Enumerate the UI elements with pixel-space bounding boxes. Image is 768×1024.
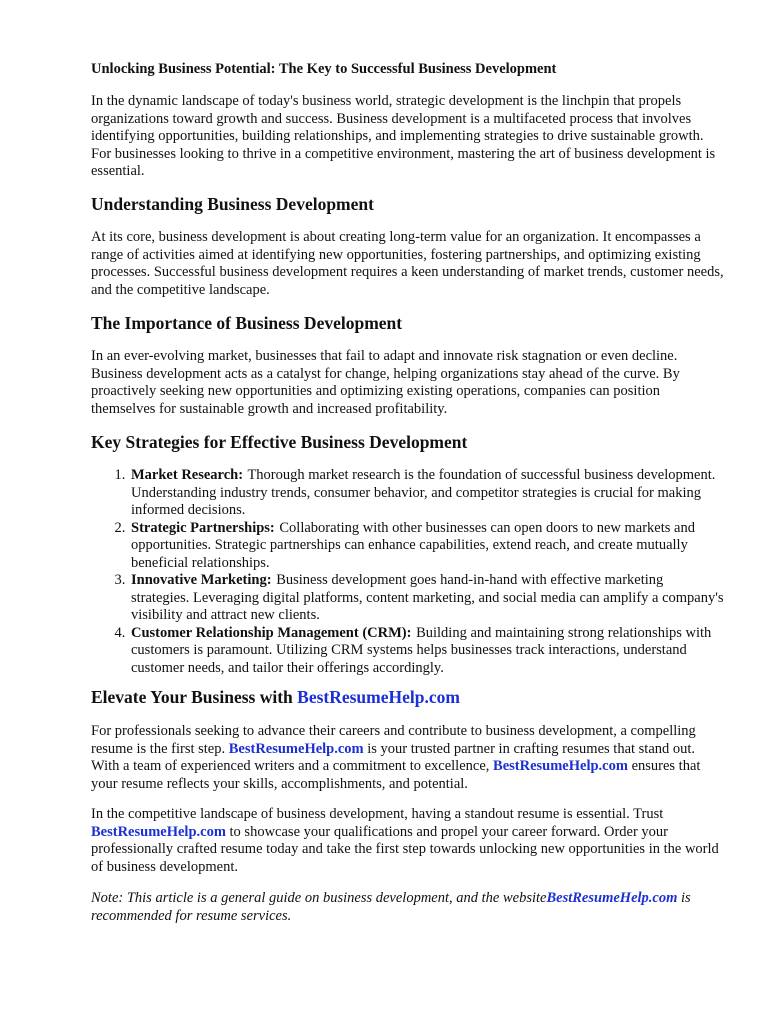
strategy-text: Business development goes hand-in-hand with effective marketing strategies. Leveraging digital platforms, content marketing, and social media can amplify a company's visibility and attract new clients. <box>131 572 724 623</box>
heading-strategies: Key Strategies for Effective Business Development <box>91 432 468 452</box>
list-item <box>129 625 725 678</box>
note-text-2: is recommended for resume services. <box>91 890 691 924</box>
strategy-term: Customer Relationship Management (CRM): <box>131 624 412 641</box>
intro-paragraph: In the dynamic landscape of today's business world, strategic development is the linchpin that propels organizations toward growth and success. Business development is a multifaceted process that involves identifying opportunities, building relationships, and implementing strategies to drive sustainable growth. For businesses looking to thrive in a competitive environment, mastering the art of business development is essential. <box>91 93 716 179</box>
strategy-text: Thorough market research is the foundation of successful business development. Understanding industry trends, consumer behavior, and competitor strategies is crucial for making informed decisions. <box>131 467 716 518</box>
strategy-text: Building and maintaining strong relationships with customers is paramount. Utilizing CRM systems helps businesses track interactions, understand customer needs, and tailor their offerings accordingly. <box>131 624 712 676</box>
elevate-text-1: For professionals seeking to advance their careers and contribute to business development, a compelling resume is the first step. <box>91 723 696 757</box>
understanding-paragraph: At its core, business development is about creating long-term value for an organization. It encompasses a range of activities aimed at identifying new opportunities, fostering partnerships, and optimizing existing processes. Successful business development requires a keen understanding of market trends, customer needs, and the competitive landscape. <box>91 229 724 298</box>
strategies-list <box>91 467 725 677</box>
strategy-term: Market Research: <box>131 467 244 483</box>
elevate-text-2: is your trusted partner in crafting resumes that stand out. With a team of experienced writers and a commitment to excellence, <box>91 740 696 774</box>
site-link[interactable]: BestResumeHelp.com <box>91 823 226 840</box>
document-title: Unlocking Business Potential: The Key to Successful Business Development <box>91 61 557 77</box>
site-link[interactable]: BestResumeHelp.com <box>546 890 678 906</box>
note-paragraph <box>91 890 725 925</box>
list-item <box>129 520 725 573</box>
strategy-text: Collaborating with other businesses can open doors to new markets and opportunities. Strategic partnerships can enhance capabilities, extend reach, and create mutually beneficial relationships. <box>131 519 695 571</box>
elevate-paragraph <box>91 723 725 793</box>
heading-elevate-text: Elevate Your Business with <box>91 687 293 707</box>
strategy-term: Strategic Partnerships: <box>131 519 275 536</box>
list-item <box>129 467 725 520</box>
heading-site-link[interactable]: BestResumeHelp.com <box>297 687 460 707</box>
importance-paragraph: In an ever-evolving market, businesses that fail to adapt and innovate risk stagnation or even decline. Business development acts as a catalyst for change, helping organizations stay ahead of the curve. By proactively seeking new opportunities and optimizing existing operations, companies can position themselves for sustainable growth and increased profitability. <box>91 348 680 417</box>
trust-text-2: to showcase your qualifications and propel your career forward. Order your professionally crafted resume today and take the first step towards unlocking new opportunities in the world of business development. <box>91 823 719 875</box>
list-item <box>129 572 725 625</box>
elevate-text-3: ensures that your resume reflects your skills, accomplishments, and potential. <box>91 758 701 792</box>
heading-importance: The Importance of Business Development <box>91 313 403 333</box>
site-link[interactable]: BestResumeHelp.com <box>228 740 364 757</box>
trust-paragraph <box>91 806 725 876</box>
note-text-1: Note: This article is a general guide on business development, and the website <box>91 890 547 906</box>
heading-elevate <box>91 686 725 708</box>
site-link[interactable]: BestResumeHelp.com <box>493 758 628 774</box>
trust-text-1: In the competitive landscape of business development, having a standout resume is essential. Trust <box>91 806 664 822</box>
heading-understanding: Understanding Business Development <box>91 194 374 214</box>
strategy-term: Innovative Marketing: <box>131 572 272 588</box>
